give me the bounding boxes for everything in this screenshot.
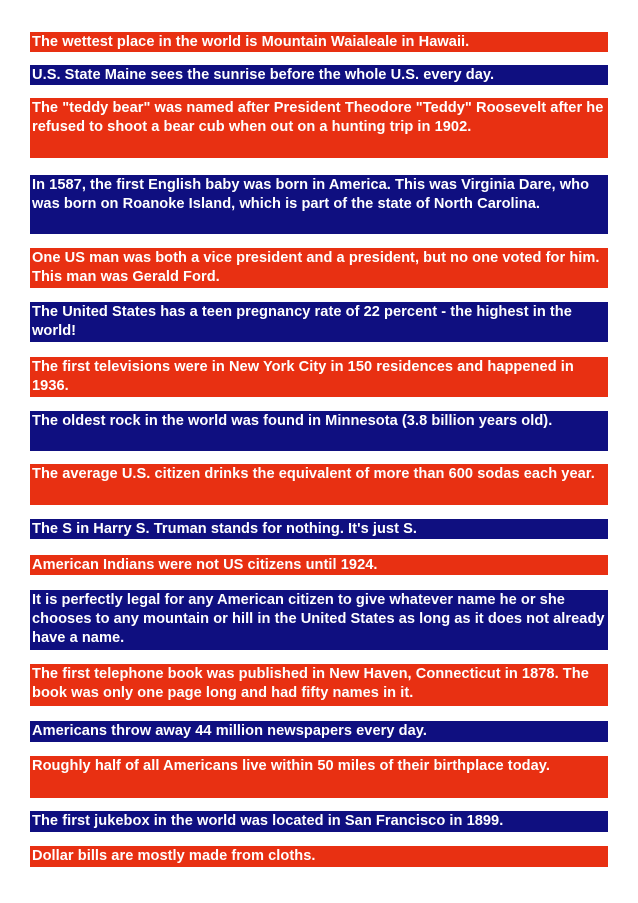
- fact-item-17: Dollar bills are mostly made from cloths.: [30, 846, 608, 867]
- fact-item-8: The oldest rock in the world was found in Minnesota (3.8 billion years old).: [30, 411, 608, 451]
- fact-item-6: The United States has a teen pregnancy rate of 22 percent - the highest in the world!: [30, 302, 608, 342]
- fact-item-10: The S in Harry S. Truman stands for nothing. It's just S.: [30, 519, 608, 539]
- fact-item-12: It is perfectly legal for any American citizen to give whatever name he or she chooses to any mountain or hill in the United States as long as it does not already have a name.: [30, 590, 608, 650]
- fact-item-9: The average U.S. citizen drinks the equivalent of more than 600 sodas each year.: [30, 464, 608, 505]
- fact-item-15: Roughly half of all Americans live within 50 miles of their birthplace today.: [30, 756, 608, 798]
- fact-item-2: U.S. State Maine sees the sunrise before the whole U.S. every day.: [30, 65, 608, 85]
- fact-item-13: The first telephone book was published in New Haven, Connecticut in 1878. The book was only one page long and had fifty names in it.: [30, 664, 608, 706]
- fact-item-1: The wettest place in the world is Mountain Waialeale in Hawaii.: [30, 32, 608, 52]
- fact-item-4: In 1587, the first English baby was born in America. This was Virginia Dare, who was born on Roanoke Island, which is part of the state of North Carolina.: [30, 175, 608, 234]
- fact-item-14: Americans throw away 44 million newspapers every day.: [30, 721, 608, 742]
- fact-item-11: American Indians were not US citizens until 1924.: [30, 555, 608, 575]
- fact-item-16: The first jukebox in the world was located in San Francisco in 1899.: [30, 811, 608, 832]
- fact-item-5: One US man was both a vice president and a president, but no one voted for him. This man was Gerald Ford.: [30, 248, 608, 288]
- fact-item-3: The "teddy bear" was named after President Theodore "Teddy" Roosevelt after he refused to shoot a bear cub when out on a hunting trip in 1902.: [30, 98, 608, 158]
- fact-item-7: The first televisions were in New York City in 150 residences and happened in 1936.: [30, 357, 608, 397]
